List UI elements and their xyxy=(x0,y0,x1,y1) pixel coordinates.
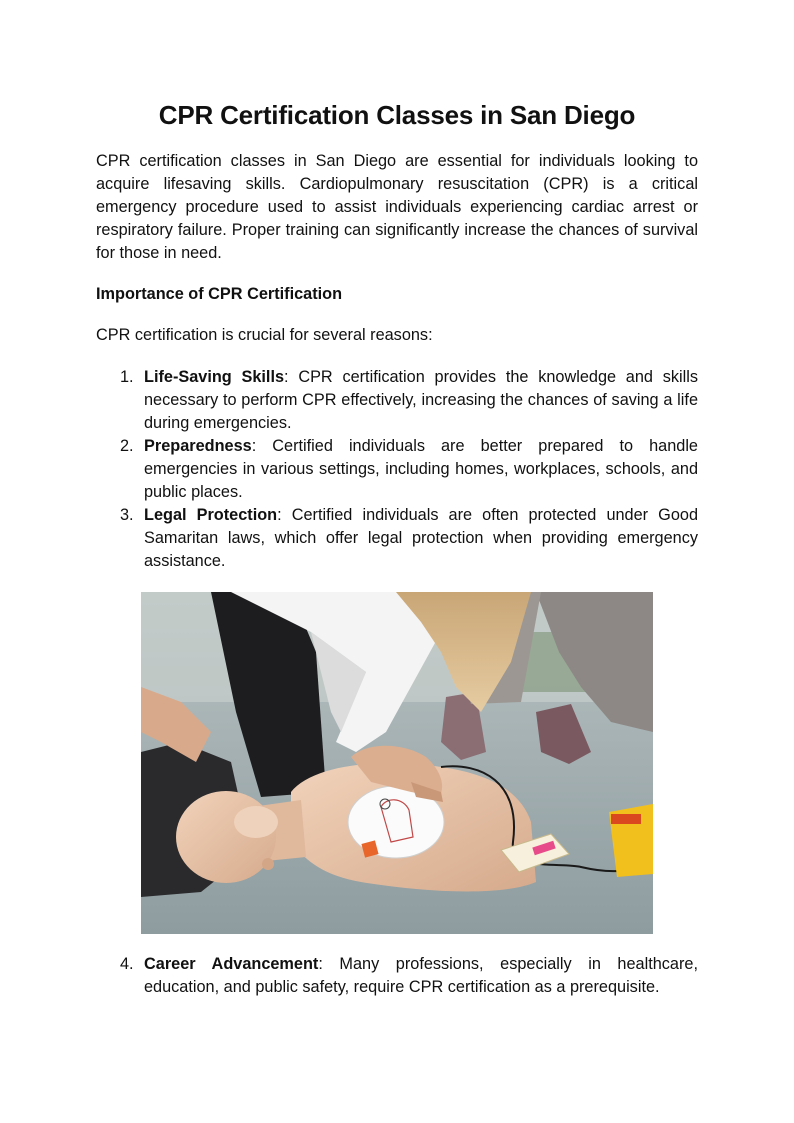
aed-device-handle xyxy=(611,814,641,824)
list-item-text: : Many professions, especially in healthcare, education, and public safety, require CPR certification as a prerequisite. xyxy=(144,955,698,996)
list-item-text: : CPR certification provides the knowledge and skills necessary to perform CPR effectively, increasing the chances of saving a life during emergencies. xyxy=(144,368,698,432)
list-item-number: 1. xyxy=(120,368,134,386)
list-item-number: 2. xyxy=(120,437,134,455)
lead-paragraph: CPR certification is crucial for several reasons: xyxy=(96,326,433,344)
manikin-face xyxy=(234,806,278,838)
reasons-list xyxy=(96,366,698,573)
list-item-term: Preparedness xyxy=(144,437,252,455)
list-item xyxy=(120,435,698,504)
list-item-number: 4. xyxy=(120,955,134,973)
list-item-term: Life-Saving Skills xyxy=(144,368,285,386)
page-title: CPR Certification Classes in San Diego xyxy=(158,100,636,130)
list-item-text: : Certified individuals are often protected under Good Samaritan laws, which offer legal protection when providing emergency assistance. xyxy=(144,506,698,570)
list-item xyxy=(120,366,698,435)
cpr-training-photo xyxy=(141,592,653,934)
list-item-term: Career Advancement xyxy=(144,955,319,973)
list-item-term: Legal Protection xyxy=(144,506,278,524)
manikin-ear xyxy=(262,858,274,870)
list-item-text: : Certified individuals are better prepared to handle emergencies in various settings, including homes, workplaces, schools, and public places. xyxy=(144,437,698,501)
reasons-list-continued xyxy=(96,953,698,999)
list-item xyxy=(120,953,698,999)
list-item-number: 3. xyxy=(120,506,134,524)
document-page xyxy=(96,96,698,999)
section-heading: Importance of CPR Certification xyxy=(96,285,343,303)
intro-paragraph: CPR certification classes in San Diego are essential for individuals looking to acquire lifesaving skills. Cardiopulmonary resuscitation (CPR) is a critical emergency procedure used to assist individuals experiencing cardiac arrest or respiratory failure. Proper training can significantly increase the chances of survival for those in need. xyxy=(96,152,698,262)
list-item xyxy=(120,504,698,573)
